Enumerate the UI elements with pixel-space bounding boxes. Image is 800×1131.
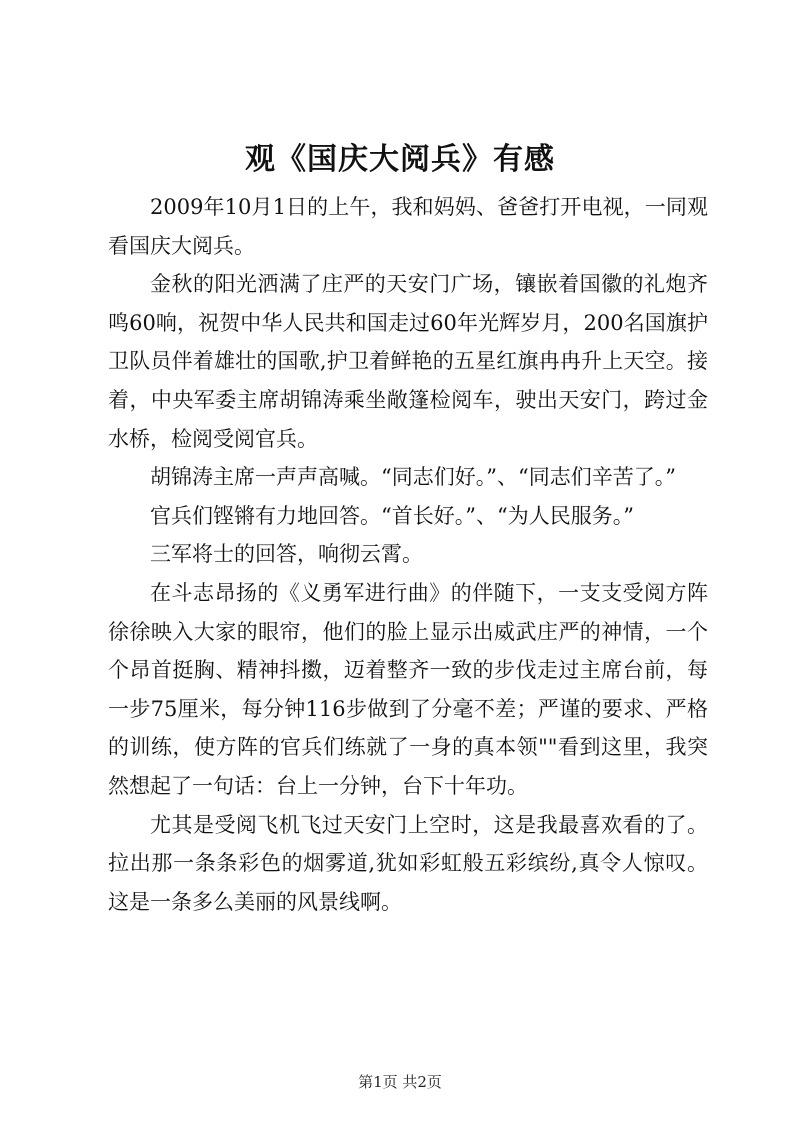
paragraph-4: 官兵们铿锵有力地回答。“首长好。”、“为人民服务。” — [150, 503, 634, 528]
paragraph-7: 尤其是受阅飞机飞过天安门上空时，这是我最喜欢看的了。拉出那一条条彩色的烟雾道,犹如彩虹般五彩缤纷,真令人惊叹。这是一条多么美丽的风景线啊。 — [108, 812, 708, 914]
paragraph-2: 金秋的阳光洒满了庄严的天安门广场，镶嵌着国徽的礼炮齐鸣60响，祝贺中华人民共和国走过60年光辉岁月，200名国旗护卫队员伴着雄壮的国歌,护卫着鲜艳的五星红旗冉冉升上天空。接着，中央军委主席胡锦涛乘坐敞篷检阅车，驶出天安门，跨过金水桥，检阅受阅官兵。 — [108, 272, 708, 451]
paragraph-6: 在斗志昂扬的《义勇军进行曲》的伴随下，一支支受阅方阵徐徐映入大家的眼帘，他们的脸上显示出威武庄严的神情，一个个昂首挺胸、精神抖擞，迈着整齐一致的步伐走过主席台前，每一步75厘米，每分钟116步做到了分毫不差；严谨的要求、严格的训练，使方阵的官兵们练就了一身的真本领""看到这里，我突然想起了一句话：台上一分钟，台下十年功。 — [108, 580, 708, 798]
page-number-footer: 第1页 共2页 — [358, 1073, 442, 1091]
document-title: 观《国庆大阅兵》有感 — [245, 142, 555, 177]
paragraph-1: 2009年10月1日的上午，我和妈妈、爸爸打开电视，一同观看国庆大阅兵。 — [108, 195, 708, 258]
document-body — [108, 188, 708, 921]
paragraph-3: 胡锦涛主席一声声高喊。“同志们好。”、“同志们辛苦了。” — [150, 465, 676, 490]
paragraph-5: 三军将士的回答，响彻云霄。 — [150, 542, 423, 567]
